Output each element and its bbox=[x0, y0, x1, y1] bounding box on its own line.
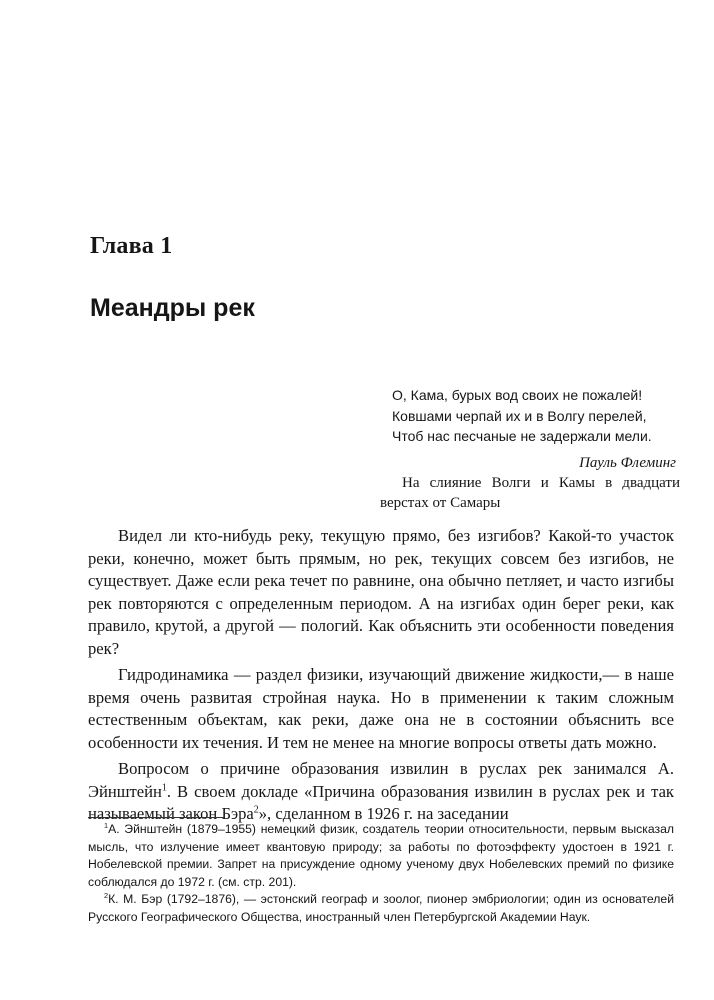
epigraph-line: Ковшами черпай их и в Волгу перелей, bbox=[392, 407, 647, 424]
footnote-text: К. М. Бэр (1792–1876), — эстонский географ и зоолог, пионер эмбриологии; один из основателей Русского Географического Общества, иностранный член Петербургской Академии Наук. bbox=[88, 892, 674, 924]
footnote-divider bbox=[88, 817, 224, 818]
chapter-label: Глава 1 bbox=[90, 233, 173, 259]
footnote-1 bbox=[88, 821, 674, 891]
text-run: . В своем докладе «Причина образования извилин в руслах рек и так называемый закон Бэра bbox=[88, 781, 674, 823]
epigraph-source: На слияние Волги и Камы в двадцати верстах от Самары bbox=[380, 475, 680, 511]
main-text bbox=[88, 525, 674, 826]
text-run: Вопросом о причине образования извилин в руслах рек занимался А. Эйнштейн bbox=[88, 759, 674, 801]
footnote-mark: 2 bbox=[104, 890, 109, 900]
epigraph-line: Чтоб нас песчаные не задержали мели. bbox=[392, 428, 652, 444]
footnote-mark: 1 bbox=[104, 820, 109, 830]
footnote-ref-2: 2 bbox=[253, 804, 259, 816]
text-run: », сделанном в 1926 г. на заседании bbox=[258, 804, 509, 823]
footnote-2 bbox=[88, 891, 674, 926]
epigraph-author: Пауль Флеминг bbox=[579, 455, 676, 471]
chapter-title: Меандры рек bbox=[90, 294, 255, 322]
paragraph: Видел ли кто-нибудь реку, текущую прямо, без изгибов? Какой-то участок реки, конечно, может быть прямым, но рек, текущих совсем без изгибов, не существует. Даже если река течет по равнине, она обычно петляет, и часто изгибы рек повторяются с определенным периодом. А на изгибах один берег реки, как правило, крутой, а другой — пологий. Как объяснить эти особенности поведения рек? bbox=[88, 526, 674, 658]
footnote-ref-1: 1 bbox=[161, 781, 167, 793]
paragraph: Гидродинамика — раздел физики, изучающий движение жидкости,— в наше время очень развитая стройная наука. Но в применении к таким сложным естественным объектам, как реки, даже она не в состоянии объяснить все особенности их течения. И тем не менее на многие вопросы ответы дать можно. bbox=[88, 665, 674, 752]
footnotes bbox=[88, 821, 674, 926]
footnote-text: А. Эйнштейн (1879–1955) немецкий физик, создатель теории относительности, первым высказал мысль, что излучение имеет квантовую природу; за работы по фотоэффекту удостоен в 1921 г. Нобелевской премии. Запрет на присуждение одному ученому двух Нобелевских премий по физике соблюдался до 1972 г. (см. стр. 201). bbox=[88, 822, 674, 889]
epigraph-line: О, Кама, бурых вод своих не пожалей! bbox=[392, 387, 643, 403]
paragraph bbox=[88, 758, 674, 826]
epigraph bbox=[392, 385, 692, 447]
